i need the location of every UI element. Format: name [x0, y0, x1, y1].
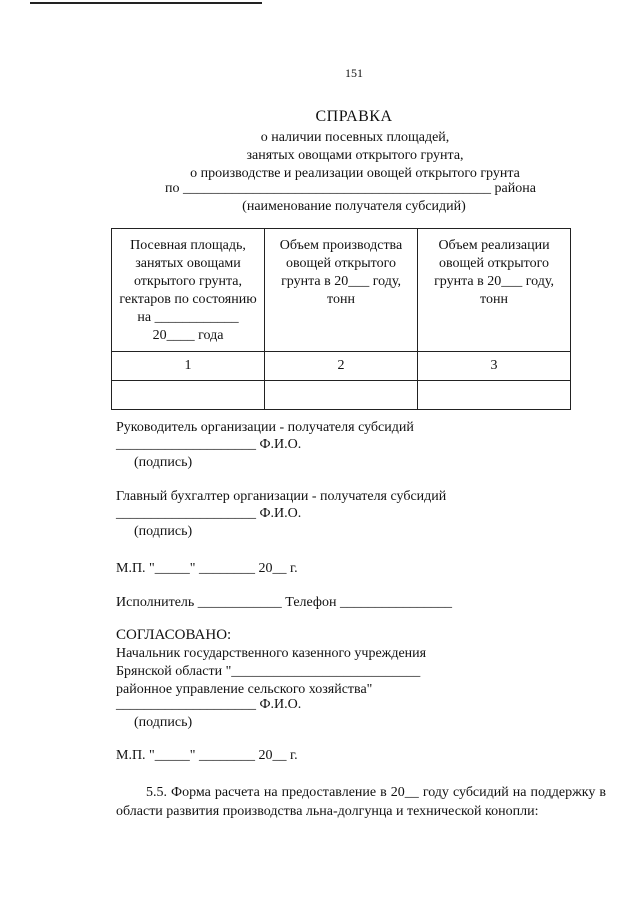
header-line: грунта в 20___ году, [281, 274, 401, 289]
agreed-signature-line: ____________________ Ф.И.О. [116, 697, 302, 712]
district-prefix: по [165, 181, 180, 196]
executor-phone-line: Исполнитель ____________ Телефон ________________ [116, 595, 452, 610]
header-line: 20____ года [152, 328, 224, 343]
header-cell-sales [418, 229, 571, 352]
accountant-title: Главный бухгалтер организации - получателя субсидий [116, 489, 447, 504]
stamp-date-line: М.П. "_____" ________ 20__ г. [116, 561, 298, 576]
data-table [111, 228, 571, 410]
table-cell [112, 381, 265, 410]
header-line: тонн [327, 292, 355, 307]
head-signature-caption: (подпись) [134, 455, 193, 470]
subtitle-line-3: о производстве и реализации овощей открытого грунта [190, 166, 520, 181]
column-number: 2 [265, 352, 418, 381]
header-line: овощей открытого [439, 256, 549, 271]
page-number: 151 [345, 66, 363, 80]
top-border-line [30, 2, 262, 4]
table-number-row [112, 352, 571, 381]
header-line: занятых овощами [135, 256, 241, 271]
header-line: Объем реализации [438, 238, 550, 253]
stamp-date-line-2: М.П. "_____" ________ 20__ г. [116, 748, 298, 763]
agreed-signature-caption: (подпись) [134, 715, 193, 730]
column-number: 3 [418, 352, 571, 381]
table-cell [418, 381, 571, 410]
accountant-signature-line: ____________________ Ф.И.О. [116, 506, 302, 521]
head-signature-line: ____________________ Ф.И.О. [116, 437, 302, 452]
agreed-line-2: Брянской области "___________________________ [116, 664, 421, 679]
district-line [165, 181, 536, 197]
section-paragraph: 5.5. Форма расчета на предоставление в 20__ году субсидий на поддержку в области развития производства льна-долгунца и технической конопли: [116, 785, 606, 819]
accountant-signature-caption: (подпись) [134, 524, 193, 539]
header-cell-area [112, 229, 265, 352]
recipient-caption: (наименование получателя субсидий) [242, 199, 466, 214]
header-cell-production [265, 229, 418, 352]
table-empty-row [112, 381, 571, 410]
column-number: 1 [112, 352, 265, 381]
district-suffix: района [494, 181, 536, 196]
table-header-row [112, 229, 571, 352]
header-line: овощей открытого [286, 256, 396, 271]
header-line: Объем производства [279, 238, 403, 253]
header-line: тонн [480, 292, 508, 307]
header-line: на ____________ [137, 310, 239, 325]
agreed-heading: СОГЛАСОВАНО: [116, 627, 232, 643]
header-line: гектаров по состоянию [119, 292, 257, 307]
head-title: Руководитель организации - получателя субсидий [116, 420, 414, 435]
table-cell [265, 381, 418, 410]
district-blank: ____________________________________________ [183, 181, 491, 196]
header-line: открытого грунта, [133, 274, 243, 289]
agreed-line-1: Начальник государственного казенного учреждения [116, 646, 427, 661]
subtitle-line-2: занятых овощами открытого грунта, [246, 148, 464, 163]
document-title: СПРАВКА [315, 108, 393, 125]
subtitle-line-1: о наличии посевных площадей, [260, 130, 450, 145]
header-line: Посевная площадь, [130, 238, 246, 253]
agreed-line-3: районное управление сельского хозяйства" [116, 682, 373, 697]
header-line: грунта в 20___ году, [434, 274, 554, 289]
